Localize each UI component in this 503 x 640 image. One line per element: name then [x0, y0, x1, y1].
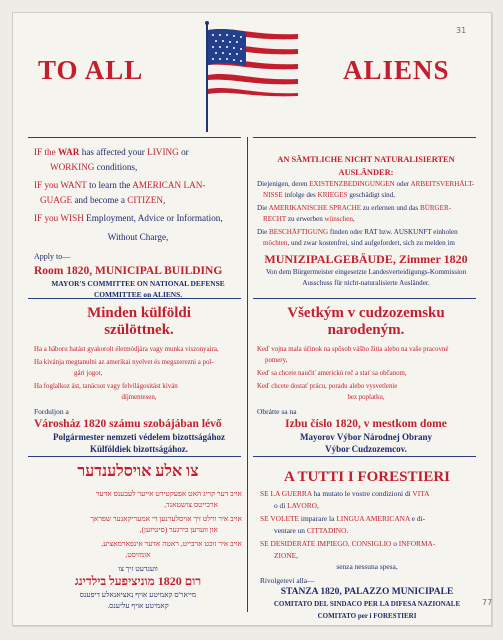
rule-mid2-right	[253, 456, 476, 457]
yiddish-building: רום 1820 מוניציפעל בילדינג	[74, 574, 202, 588]
yiddish-section: צו אלע אויסלענדער אויב דער קריג האט אפעקטירט אייער לעבענס אדער ארבייטס צושטאנד, אויב איר ווילט זיך אויסלערנען די אמעריקאנער שפראך און ווערען בירגער (סיטיזען), אויב איר זוכט ארבייט, ראטה אדער אינפארמאציע, אומזיסט, ווענדעט זיך צו רום 1820 מוניציפעל בילדינג מייאר'ס קאמיטע אויף נאציאנאלע דיפענס קאמיטע אויף עליענס.	[34, 462, 242, 611]
english-section: IF the WAR has affected your LIVING or WORKING conditions, IF you WANT to learn the AMERICAN LAN- GUAGE and become a CITIZEN, IF you WISH Employment, Advice or Information, Without Charge, Apply to— Room 1820, MUNICIPAL BUILDING MAYOR'S COMMITTEE ON NATIONAL DEFENSE COMMITTEE on ALIENS.	[34, 145, 242, 300]
rule-top-left	[28, 137, 241, 138]
american-flag-icon	[200, 20, 300, 132]
italian-section: A TUTTI I FORESTIERI SE LA GUERRA ha mutato le vostre condizioni di VITA o di LAVORO, SE VOLETE imparare la LINGUA AMERICANA e di- ventare un CITTADINO. SE DESIDERATE IMPIEGO, CONSIGLIO o INFORMA- ZIONE, senza nessuna spesa, Rivolgetevi alla— STANZA 1820, PALAZZO MUNICIPALE COMITATO DEL SINDACO PER LA DIFESA NAZIONALE COMITATO per i FORESTIERI	[260, 468, 474, 622]
center-divider	[247, 137, 248, 612]
apply-to: Apply to—	[34, 252, 71, 261]
rule-top-right	[253, 137, 476, 138]
slovak-building: Izbu číslo 1820, v mestkom dome	[285, 418, 447, 430]
rule-mid1-right	[253, 298, 476, 299]
title-right: ALIENS	[343, 55, 450, 85]
catalog-number-top: 31	[456, 26, 467, 35]
italian-building: STANZA 1820, PALAZZO MUNICIPALE	[280, 587, 454, 597]
without-charge: Without Charge,	[107, 232, 169, 242]
german-building: MUNIZIPALGEBÄUDE, Zimmer 1820	[264, 252, 468, 266]
rule-mid2-left	[28, 456, 241, 457]
catalog-number-bottom: 77	[482, 598, 493, 607]
english-room: Room 1820, MUNICIPAL BUILDING	[34, 265, 223, 277]
german-section: AN SÄMTLICHE NICHT NATURALISIERTEN AUSLÄNDER: Diejenigen, deren EXISTENZBEDINGUNGEN oder ARBEITSVERHÄLT- NISSE infolge des KRIEGES geschädigt sind, Die AMERIKANISCHE SPRACHE zu erlernen und das BÜRGER- RECHT zu erwerben wünschen, Die BESCHÄFTIGUNG finden oder RAT bzw. AUSKUNFT einholen möchten, und zwar kostenfrei, sind aufgefordert, sich zu melden im MUNIZIPALGEBÄUDE, Zimmer 1820 Von dem Bürgermeister eingesetzte Landesverteidigungs-Kommission Ausschuss für nicht-naturalisierte Ausländer.	[257, 155, 475, 287]
slovak-section: Všetkým v cudzozemsku narodeným. Keď vojna mala účinok na spôsob vášho žitia alebo na vaše pracovné pomery, Keď sa chcete naučiť americkú reč a stať sa občanom, Keď chcete dostať prácu, poradu alebo vysvetlenie bez poplatku, Obrátte sa na Izbu číslo 1820, v mestkom dome Mayorov Výbor Národnej Obrany Výbor Cudzozemcov.	[257, 305, 475, 455]
hungarian-section: Minden külföldi szülöttnek. Ha a háboru hatást gyakorolt életmódjára vagy munka viszonyaira, Ha kivánja megtanulni az amerikai nyelvet és megszerezni a pol- gári jogot, Ha foglalkoz ást, tanácsot vagy felvilágositást kiván díjmentesen, Forduljon a Városház 1820 számu szobájában lévő Polgármester nemzeti védelem bizottságához Külföldiek bizottságához.	[34, 305, 244, 455]
title-left: TO ALL	[38, 55, 144, 85]
hungarian-building: Városház 1820 számu szobájában lévő	[34, 418, 222, 430]
